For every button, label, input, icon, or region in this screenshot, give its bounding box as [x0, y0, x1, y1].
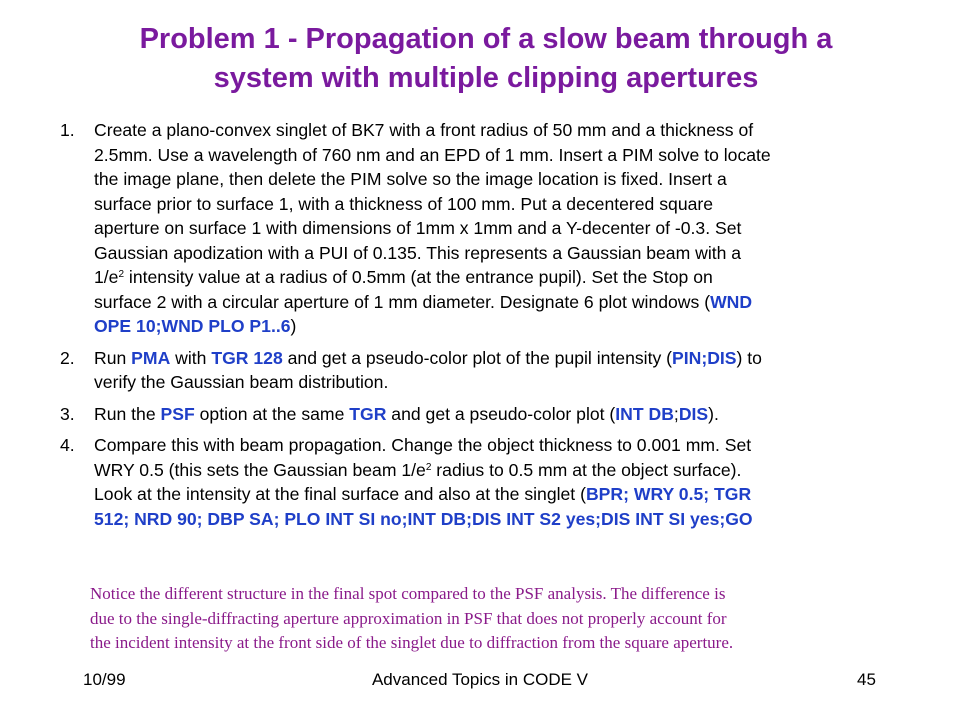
- text-run: option at the same: [194, 403, 350, 424]
- note-line: the incident intensity at the front side of the singlet due to diffraction from the square aperture.: [90, 633, 734, 652]
- item-line: [94, 458, 920, 483]
- item-line: [94, 216, 920, 241]
- text-run: with: [170, 347, 212, 368]
- item-line: [94, 370, 920, 395]
- item-line: [94, 143, 920, 168]
- command-text: PIN;DIS: [672, 347, 737, 368]
- text-run: ) to: [736, 347, 762, 368]
- text-run: 1/e: [94, 267, 119, 287]
- text-run: verify the Gaussian beam distribution.: [94, 372, 389, 392]
- text-run: ): [290, 316, 297, 336]
- text-run: aperture on surface 1 with dimensions of 1mm x 1mm and a Y-decenter of -0.3. Set: [94, 218, 742, 238]
- command-text: WND: [710, 291, 753, 312]
- item-line: [94, 241, 920, 266]
- note-line: due to the single-diffracting aperture approximation in PSF that does not properly account for: [90, 608, 727, 628]
- command-text: TGR: [349, 403, 387, 424]
- slide-title-line-1: Problem 1 - Propagation of a slow beam through a: [139, 23, 833, 55]
- command-text: PSF: [160, 403, 195, 424]
- slide-footer: [0, 670, 960, 692]
- item-line: [94, 192, 920, 217]
- item-line: [94, 346, 920, 371]
- footer-date: 10/99: [83, 670, 126, 689]
- text-run: and get a pseudo-color plot (: [386, 403, 616, 424]
- superscript: 2: [425, 461, 432, 473]
- note-line: Notice the different structure in the final spot compared to the PSF analysis. The difference is: [90, 584, 726, 603]
- item-line: [94, 402, 920, 427]
- item-number: 1.: [60, 120, 75, 140]
- footer-page-number: 45: [857, 670, 876, 689]
- footer-course-title: Advanced Topics in CODE V: [371, 670, 589, 689]
- command-text: TGR 128: [211, 347, 283, 368]
- text-run: surface 2 with a circular aperture of 1 mm diameter. Designate 6 plot windows (: [94, 291, 711, 312]
- list-item: [60, 402, 920, 427]
- item-line: [94, 265, 920, 290]
- text-run: 2.5mm. Use a wavelength of 760 nm and an EPD of 1 mm. Insert a PIM solve to locate: [94, 144, 771, 165]
- text-run: Gaussian apodization with a PUI of 0.135. This represents a Gaussian beam with a: [94, 242, 742, 263]
- note-paragraph: [90, 582, 910, 656]
- item-line: [94, 118, 920, 143]
- item-number: 3.: [60, 403, 75, 424]
- text-run: intensity value at a radius of 0.5mm (at the entrance pupil). Set the Stop on: [124, 267, 713, 287]
- item-line: [94, 290, 920, 315]
- item-line: [94, 167, 920, 192]
- slide-title-line-2: system with multiple clipping apertures: [213, 62, 759, 94]
- instruction-list: [60, 118, 920, 531]
- slide-title: [60, 20, 912, 98]
- item-number: 4.: [60, 435, 75, 455]
- text-run: ).: [708, 403, 719, 424]
- text-run: Create a plano-convex singlet of BK7 with a front radius of 50 mm and a thickness of: [94, 120, 754, 140]
- text-run: the image plane, then delete the PIM solve so the image location is fixed. Insert a: [94, 169, 727, 189]
- text-run: Run the: [94, 403, 161, 424]
- text-run: ;: [673, 403, 679, 424]
- text-run: and get a pseudo-color plot of the pupil intensity (: [282, 347, 673, 368]
- text-run: radius to 0.5 mm at the object surface).: [431, 459, 742, 480]
- text-run: Run: [94, 347, 132, 368]
- item-line: [94, 433, 920, 458]
- list-item: [60, 118, 920, 339]
- text-run: surface prior to surface 1, with a thickness of 100 mm. Put a decentered square: [94, 193, 714, 214]
- item-line: [94, 314, 920, 339]
- command-text: 512; NRD 90; DBP SA; PLO INT SI no;INT DB;DIS INT S2 yes;DIS INT SI yes;GO: [94, 508, 753, 529]
- text-run: WRY 0.5 (this sets the Gaussian beam 1/e: [94, 459, 426, 480]
- list-item: [60, 433, 920, 531]
- text-run: Look at the intensity at the final surface and also at the singlet (: [94, 484, 586, 504]
- item-number: 2.: [60, 347, 75, 368]
- command-text: INT DB: [615, 403, 674, 424]
- item-line: [94, 507, 920, 532]
- item-line: [94, 482, 920, 507]
- list-item: [60, 346, 920, 395]
- command-text: PMA: [131, 347, 171, 368]
- command-text: DIS: [678, 403, 709, 424]
- command-text: OPE 10;WND PLO P1..6: [94, 316, 291, 336]
- superscript: 2: [118, 269, 125, 280]
- command-text: BPR; WRY 0.5; TGR: [585, 484, 752, 504]
- text-run: Compare this with beam propagation. Change the object thickness to 0.001 mm. Set: [94, 435, 752, 455]
